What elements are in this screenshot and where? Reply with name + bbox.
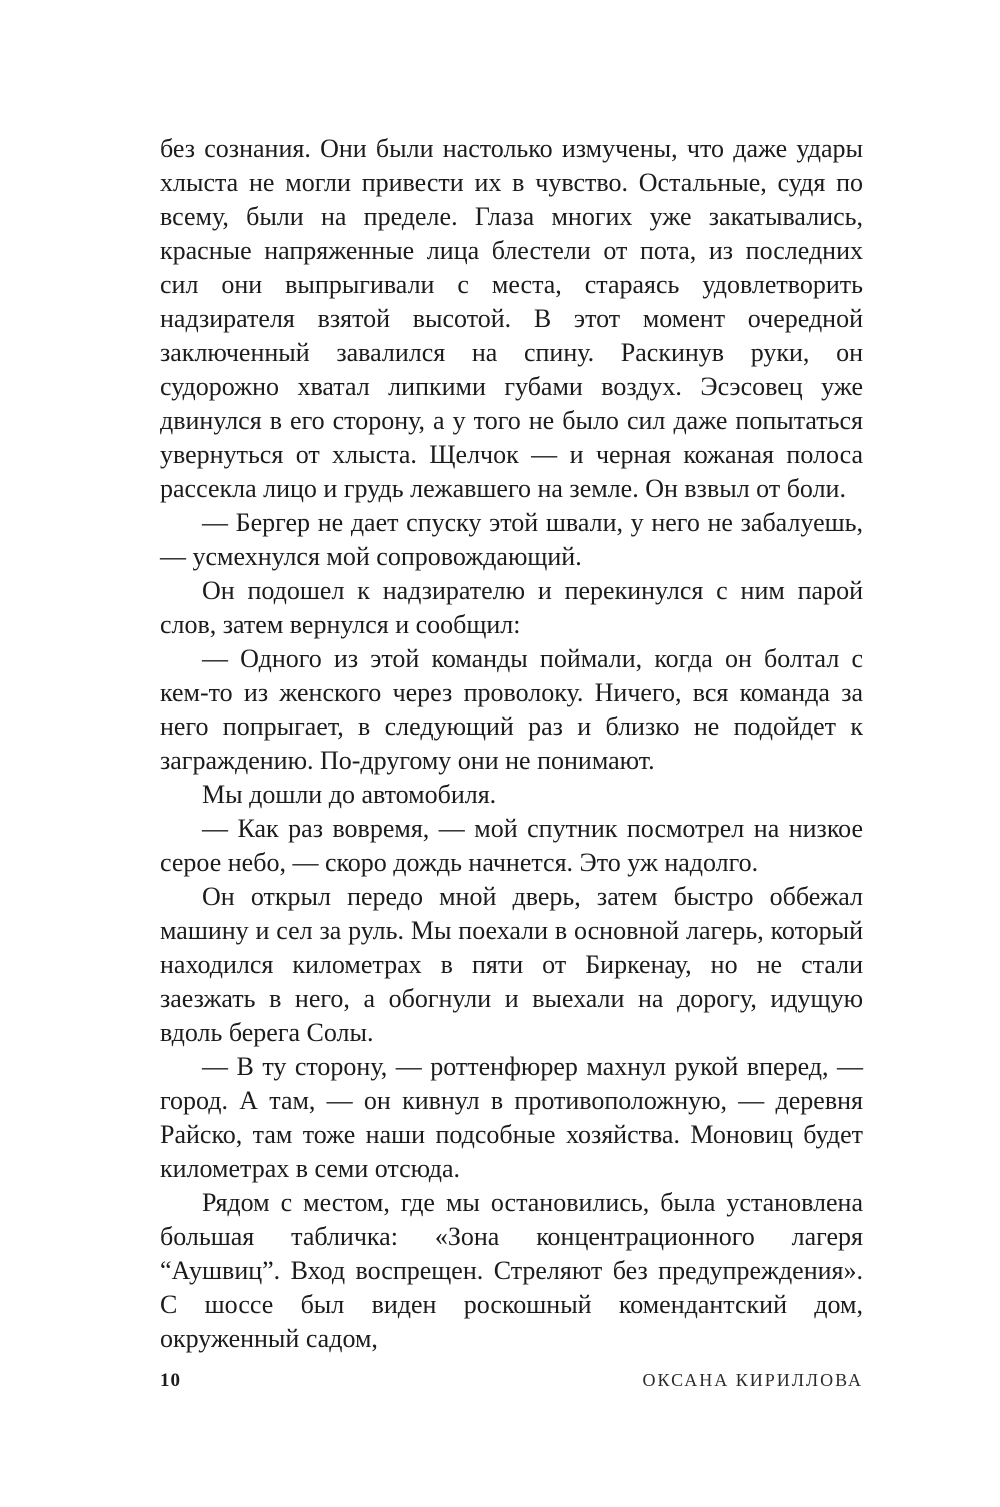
paragraph: Мы дошли до автомобиля. xyxy=(202,780,497,809)
paragraph: — Одного из этой команды поймали, когда он болтал с кем-то из женского через проволоку. Ничего, вся команда за него попрыгает, в следующий раз и близко не подойдет к заграждению. По-другому они не понимают. xyxy=(160,644,863,775)
page-number: 10 xyxy=(160,1370,181,1391)
running-head-author: ОКСАНА КИРИЛЛОВА xyxy=(642,1370,863,1390)
paragraph: без сознания. Они были настолько измучены, что даже удары хлыста не могли привести их в чувство. Остальные, судя по всему, были на пределе. Глаза многих уже закатывались, красные напряженные лица блестели от пота, из последних сил они выпрыгивали с места, стараясь удовлетворить надзирателя взятой высотой. В этот момент очередной заключенный завалился на спину. Раскинув руки, он судорожно хватал липкими губами воздух. Эсэсовец уже двинулся в его сторону, а у того не было сил даже попытаться увернуться от хлыста. Щелчок — и черная кожаная полоса рассекла лицо и грудь лежавшего на земле. Он взвыл от боли. xyxy=(160,134,863,503)
paragraph: Он подошел к надзирателю и перекинулся с ним парой слов, затем вернулся и сообщил: xyxy=(160,576,863,639)
paragraph: Он открыл передо мной дверь, затем быстро оббежал машину и сел за руль. Мы поехали в основной лагерь, который находился километрах в пяти от Биркенау, но не стали заезжать в него, а обогнули и выехали на дорогу, идущую вдоль берега Солы. xyxy=(160,882,863,1047)
paragraph: — В ту сторону, — роттенфюрер махнул рукой вперед, — город. А там, — он кивнул в противоположную, — деревня Райско, там тоже наши подсобные хозяйства. Моновиц будет километрах в семи отсюда. xyxy=(160,1052,863,1183)
body-text xyxy=(160,132,863,1356)
paragraph: — Как раз вовремя, — мой спутник посмотрел на низкое серое небо, — скоро дождь начнется. Это уж надолго. xyxy=(160,814,863,877)
page-footer xyxy=(160,1370,863,1400)
paragraph: — Бергер не дает спуску этой швали, у него не забалуешь, — усмехнулся мой сопровождающий. xyxy=(160,508,863,571)
paragraph: Рядом с местом, где мы остановились, была установлена большая табличка: «Зона концентрационного лагеря “Аушвиц”. Вход воспрещен. Стреляют без предупреждения». С шоссе был виден роскошный комендантский дом, окруженный садом, xyxy=(160,1188,863,1353)
